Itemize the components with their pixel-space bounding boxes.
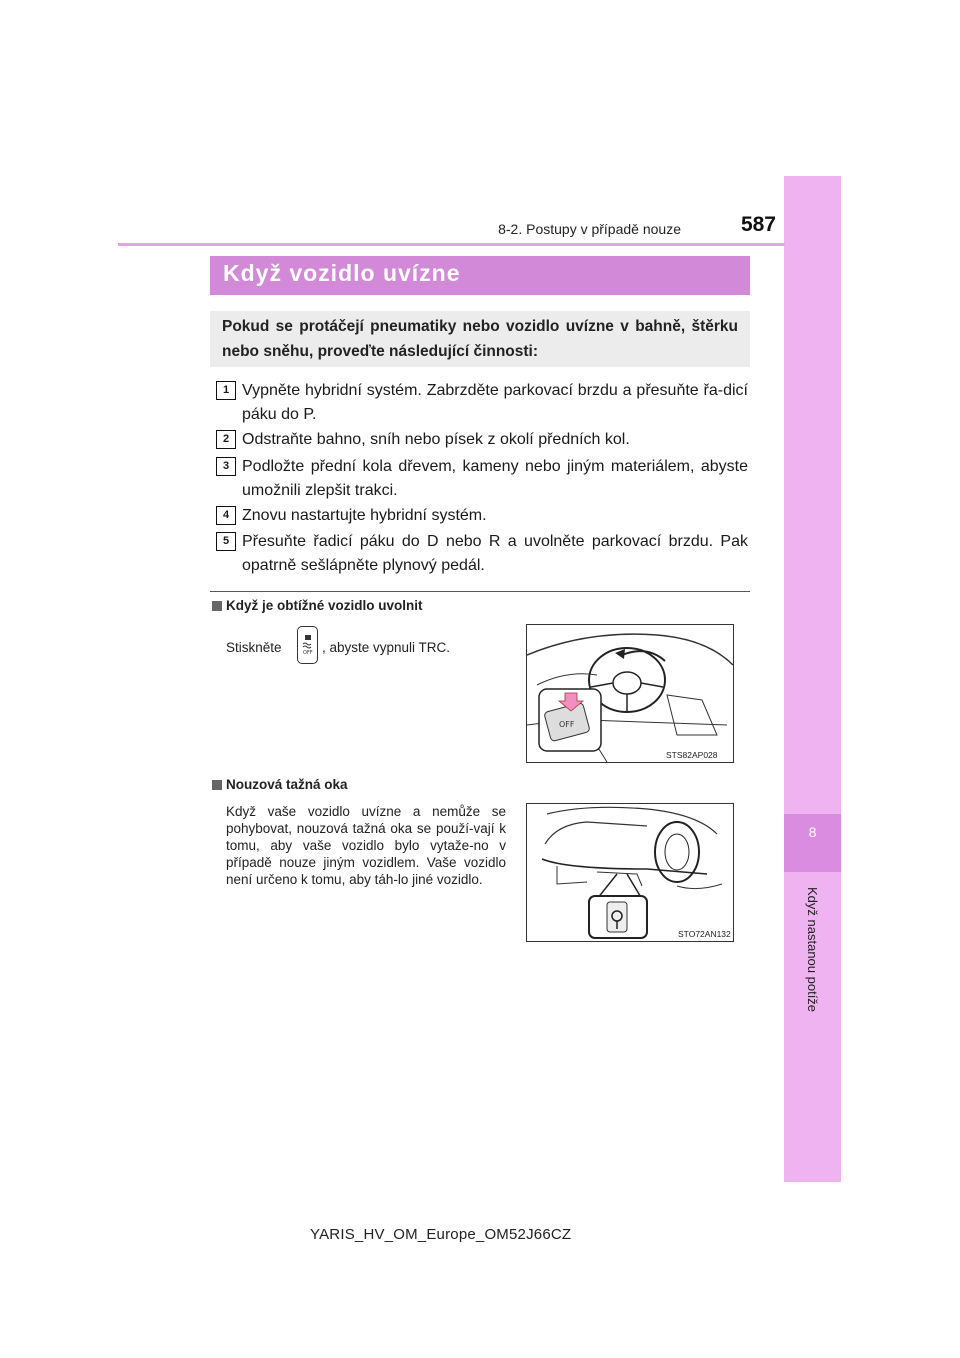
chapter-number: 8 <box>808 824 817 840</box>
trc-text-before: Stiskněte <box>226 640 282 655</box>
document-code-footer: YARIS_HV_OM_Europe_OM52J66CZ <box>310 1226 572 1243</box>
figure-code: STO72AN132 <box>678 929 731 939</box>
svg-text:OFF: OFF <box>559 720 575 729</box>
dashboard-illustration <box>526 624 734 763</box>
section-title: 8-2. Postupy v případě nouze <box>498 221 681 237</box>
trc-text-after: , abyste vypnuli TRC. <box>322 640 451 655</box>
svg-text:OFF: OFF <box>302 650 313 656</box>
step-text: Odstraňte bahno, sníh nebo písek z okolí předních kol. <box>242 431 630 448</box>
chapter-side-tab <box>784 176 841 1182</box>
intro-text: Pokud se protáčejí pneumatiky nebo vozidlo uvízne v bahně, štěrku nebo sněhu, proveďte následující činnosti: <box>222 318 738 360</box>
step-number: 1 <box>216 381 236 400</box>
step-number: 4 <box>216 506 236 525</box>
bullet-square-icon <box>212 601 222 611</box>
step-text: Podložte přední kola dřevem, kameny nebo jiným materiálem, abyste umožnili zlepšit trakci. <box>242 458 748 499</box>
towing-eyelet-text: Když vaše vozidlo uvízne a nemůže se pohybovat, nouzová tažná oka se použí-vají k tomu, aby vaše vozidlo bylo vytaže-no v případě nouze jiným vozidlem. Vaše vozidlo není určeno k tomu, aby táh-lo jiné vozidlo. <box>226 804 506 887</box>
trc-off-button-icon <box>297 626 318 664</box>
subsection-heading: Když je obtížné vozidlo uvolnit <box>226 598 423 613</box>
page-number: 587 <box>740 213 776 236</box>
step-text: Vypněte hybridní systém. Zabrzděte parkovací brzdu a přesuňte řa-dicí páku do P. <box>242 382 748 423</box>
chapter-title: Když nastanou potíže <box>805 887 820 1013</box>
step-number: 3 <box>216 457 236 476</box>
towing-eyelet-illustration <box>526 803 734 942</box>
step-number: 5 <box>216 532 236 551</box>
header-rule <box>118 243 785 246</box>
figure-code: STS82AP028 <box>666 750 718 760</box>
bullet-square-icon <box>212 780 222 790</box>
page-title: Když vozidlo uvízne <box>223 260 461 286</box>
step-text: Přesuňte řadicí páku do D nebo R a uvolněte parkovací brzdu. Pak opatrně sešlápněte plynový pedál. <box>242 533 748 574</box>
section-divider <box>210 591 750 592</box>
step-text: Znovu nastartujte hybridní systém. <box>242 507 487 524</box>
subsection-heading: Nouzová tažná oka <box>226 777 348 792</box>
chapter-number-block <box>784 814 841 872</box>
step-number: 2 <box>216 430 236 449</box>
